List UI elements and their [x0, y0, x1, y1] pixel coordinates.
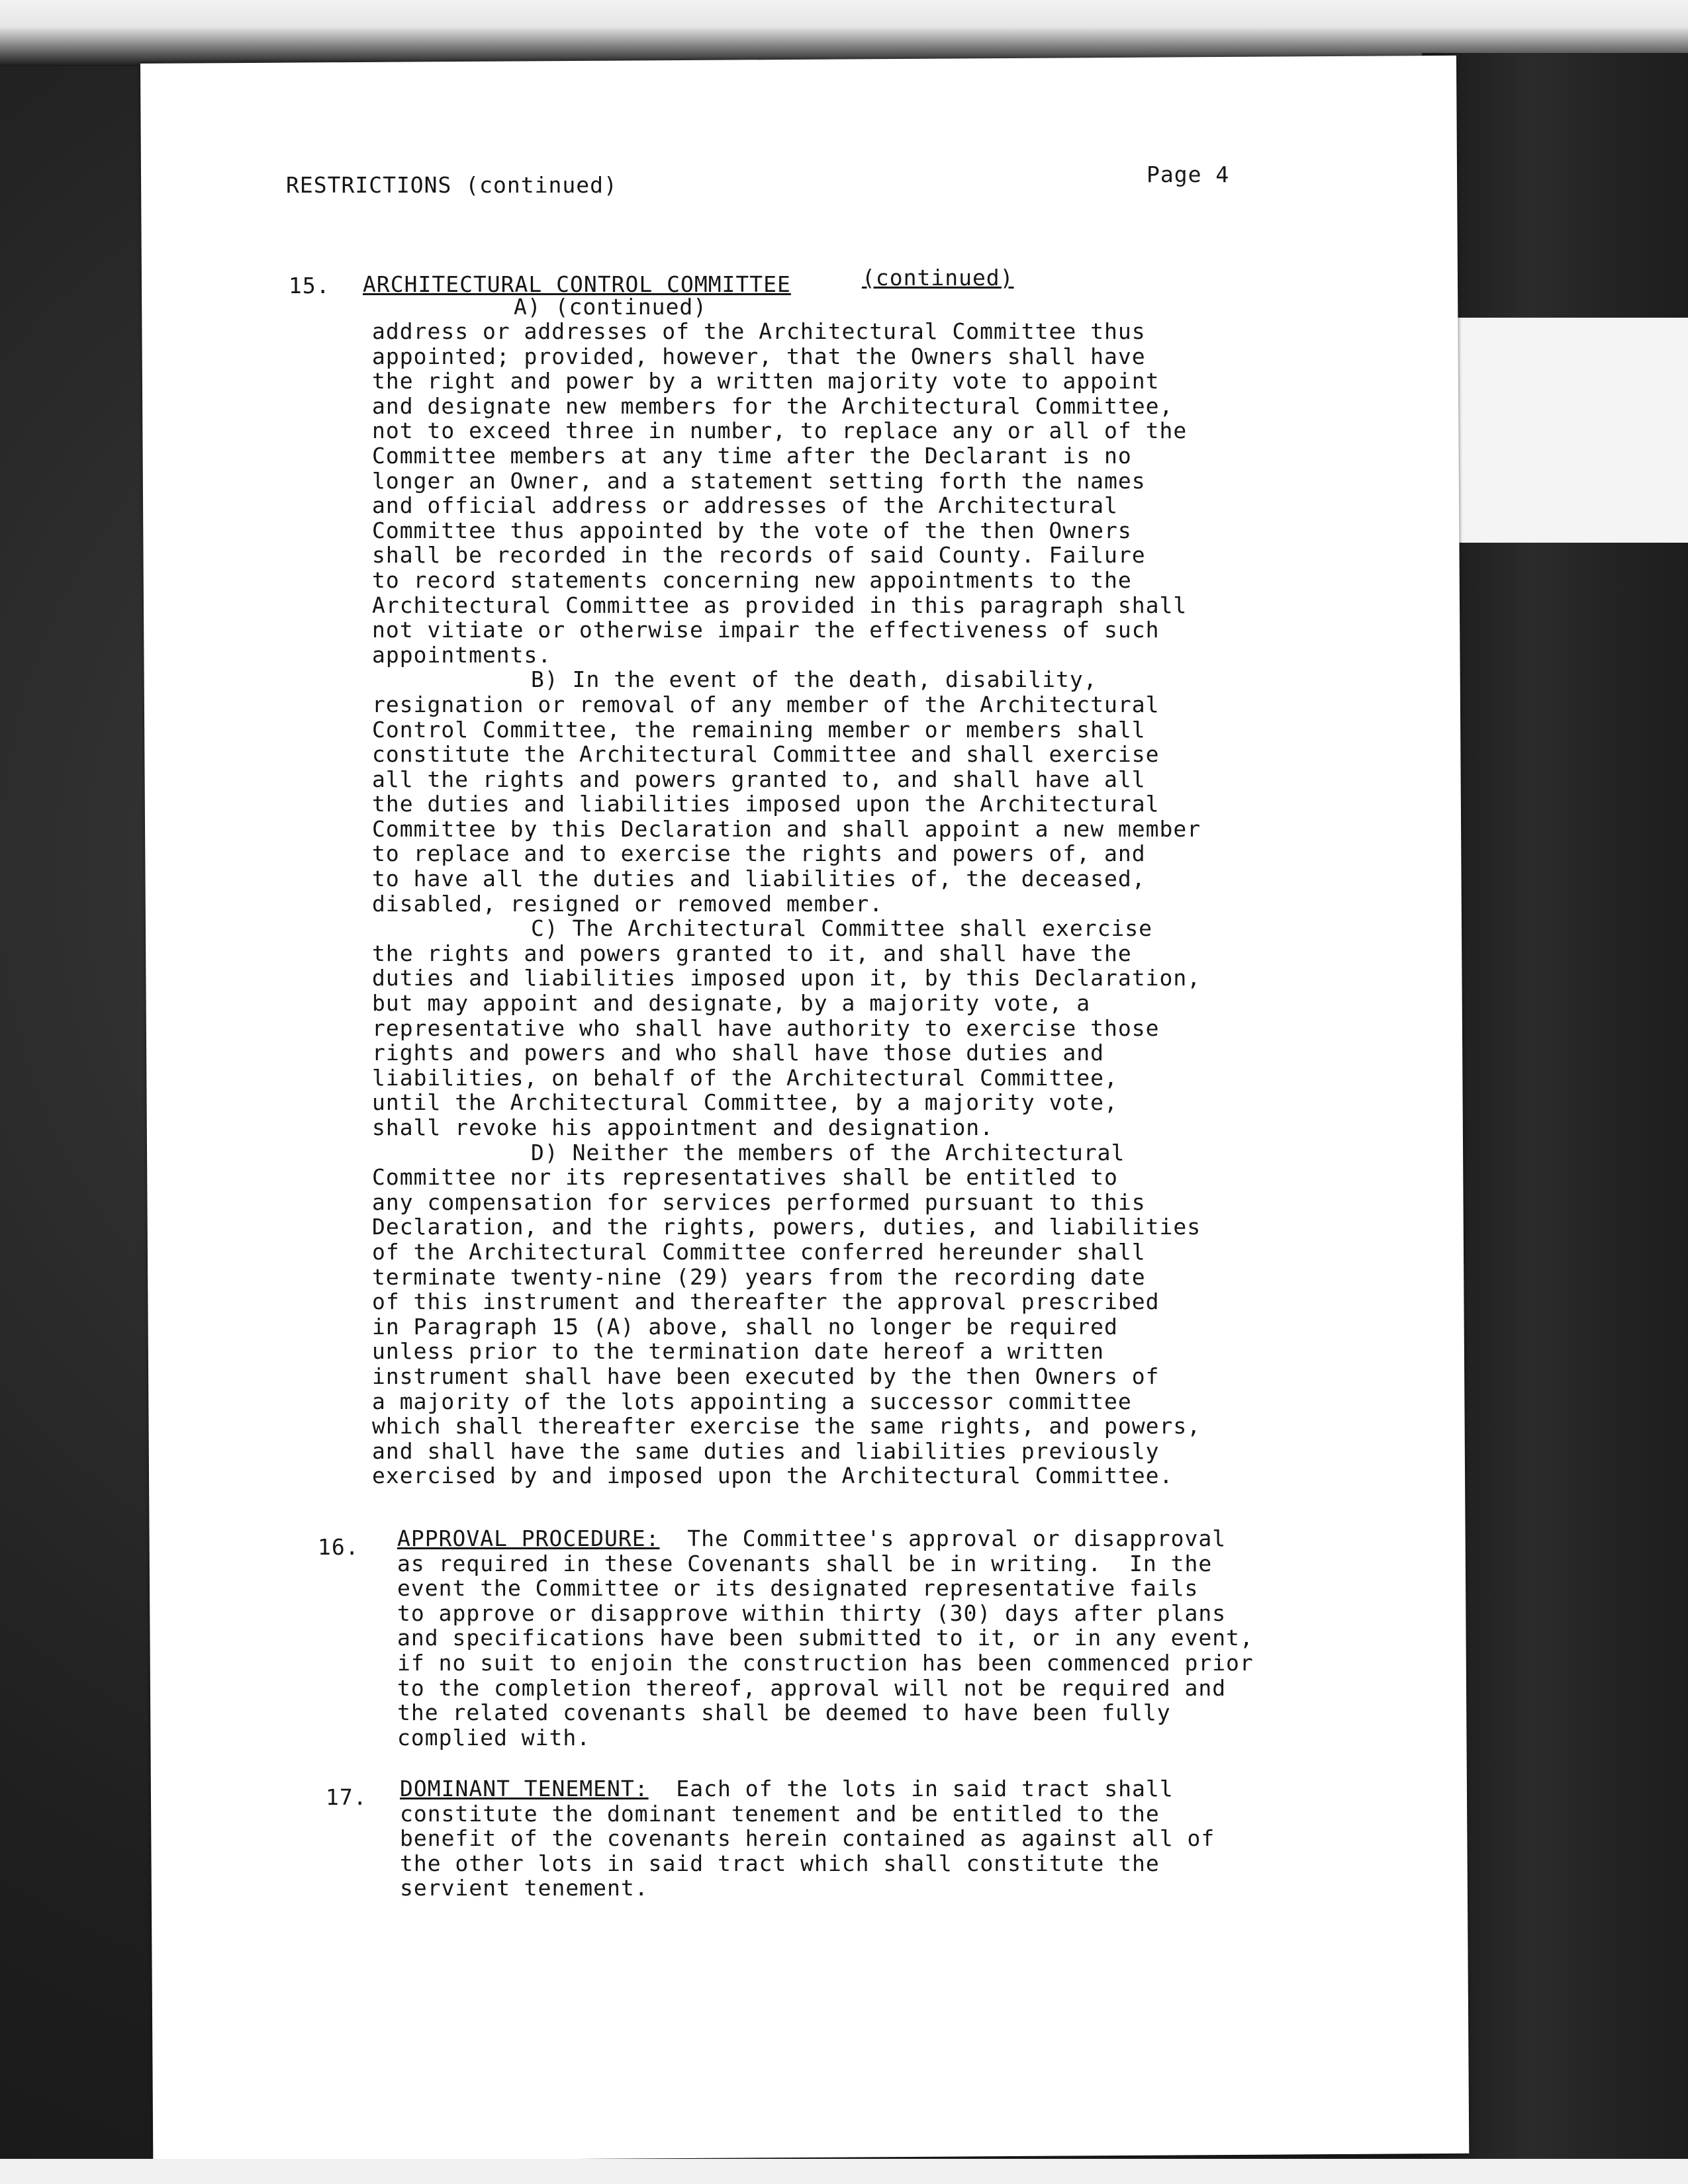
section-15-subhead: A) (continued)	[514, 294, 708, 320]
section-17-body	[400, 1776, 1380, 1901]
section-16-title: APPROVAL PROCEDURE:	[397, 1525, 660, 1551]
page-number: Page 4	[1147, 161, 1230, 187]
section-15-body	[372, 319, 1338, 1488]
text-line: the duties and liabilities imposed upon the Architectural	[372, 791, 1160, 817]
text-line: any compensation for services performed pursuant to this	[372, 1189, 1146, 1215]
text-line: complied with.	[397, 1724, 591, 1751]
subparagraph-b-start: B) In the event of the death, disability,	[531, 666, 1098, 693]
text-line: Committee thus appointed by the vote of the then Owners	[372, 517, 1132, 543]
text-line: to the completion thereof, approval will not be required and	[397, 1674, 1227, 1701]
text-line: but may appoint and designate, by a majority vote, a	[372, 990, 1091, 1017]
text-line: and designate new members for the Architectural Committee,	[372, 392, 1174, 419]
text-line: not vitiate or otherwise impair the effectiveness of such	[372, 617, 1160, 643]
section-17-first-line	[400, 1776, 1380, 1801]
text-line: to approve or disapprove within thirty (30) days after plans	[397, 1600, 1227, 1626]
text-line: exercised by and imposed upon the Architectural Committee.	[372, 1463, 1174, 1489]
text-line: servient tenement.	[400, 1875, 649, 1901]
section-16-number: 16.	[318, 1534, 359, 1560]
text-line: Control Committee, the remaining member or members shall	[372, 716, 1146, 743]
section-15-number: 15.	[289, 273, 330, 298]
section-17-number: 17.	[326, 1784, 367, 1810]
text-line: all the rights and powers granted to, and shall have all	[372, 766, 1146, 792]
text-line: liabilities, on behalf of the Architectural Committee,	[372, 1064, 1118, 1091]
section-16-first-line	[397, 1526, 1377, 1551]
text-line: a majority of the lots appointing a successor committee	[372, 1388, 1132, 1414]
text-line: until the Architectural Committee, by a majority vote,	[372, 1089, 1118, 1116]
section-16-body	[397, 1526, 1377, 1750]
text-line: to have all the duties and liabilities of, the deceased,	[372, 866, 1146, 892]
text-line: shall revoke his appointment and designation.	[372, 1115, 994, 1140]
section-16-first-line-text: The Committee's approval or disapproval	[687, 1525, 1227, 1551]
text-line: in Paragraph 15 (A) above, shall no longer be required	[372, 1313, 1118, 1340]
text-line: and official address or addresses of the Architectural	[372, 492, 1118, 519]
text-line: resignation or removal of any member of the Architectural	[372, 691, 1160, 717]
text-line: to replace and to exercise the rights and powers of, and	[372, 841, 1146, 867]
text-line: the right and power by a written majority vote to appoint	[372, 368, 1160, 394]
text-line: appointed; provided, however, that the Owners shall have	[372, 343, 1146, 369]
text-line: instrument shall have been executed by the then Owners of	[372, 1363, 1160, 1389]
text-line: longer an Owner, and a statement setting forth the names	[372, 467, 1146, 494]
text-line: shall be recorded in the records of said County. Failure	[372, 542, 1146, 569]
text-line: Architectural Committee as provided in this paragraph shall	[372, 592, 1188, 618]
text-line: to record statements concerning new appointments to the	[372, 567, 1132, 593]
text-line: appointments.	[372, 641, 552, 668]
subparagraph-c-start: C) The Architectural Committee shall exercise	[531, 915, 1153, 942]
subparagraph-d-start: D) Neither the members of the Architectural	[531, 1139, 1125, 1165]
text-line: as required in these Covenants shall be in writing. In the	[397, 1550, 1213, 1576]
text-line: address or addresses of the Architectural Committee thus	[372, 318, 1146, 344]
text-line: the other lots in said tract which shall constitute the	[400, 1850, 1160, 1876]
text-line: Committee nor its representatives shall be entitled to	[372, 1164, 1118, 1191]
text-line: and shall have the same duties and liabilities previously	[372, 1437, 1160, 1464]
text-line: terminate twenty-nine (29) years from the recording date	[372, 1263, 1146, 1290]
text-line: benefit of the covenants herein contained as against all of	[400, 1825, 1215, 1852]
text-line: constitute the Architectural Committee and shall exercise	[372, 741, 1160, 768]
text-line: Declaration, and the rights, powers, duties, and liabilities	[372, 1214, 1201, 1240]
text-line: and specifications have been submitted to it, or in any event,	[397, 1625, 1254, 1651]
text-line: which shall thereafter exercise the same rights, and powers,	[372, 1413, 1201, 1439]
text-line: rights and powers and who shall have those duties and	[372, 1040, 1104, 1066]
section-15-title: ARCHITECTURAL CONTROL COMMITTEE	[363, 271, 791, 297]
text-line: disabled, resigned or removed member.	[372, 890, 884, 917]
text-line: constitute the dominant tenement and be entitled to the	[400, 1800, 1160, 1827]
text-line: the rights and powers granted to it, and shall have the	[372, 940, 1132, 966]
text-line: Committee by this Declaration and shall appoint a new member	[372, 815, 1201, 842]
text-line: unless prior to the termination date hereof a written	[372, 1338, 1104, 1365]
text-line: of this instrument and thereafter the approval prescribed	[372, 1289, 1160, 1315]
text-line: event the Committee or its designated representative fails	[397, 1575, 1199, 1602]
header-title: RESTRICTIONS (continued)	[286, 172, 618, 198]
section-15-title-suffix: (continued)	[862, 265, 1014, 291]
text-line: not to exceed three in number, to replace any or all of the	[372, 418, 1188, 444]
text-line: the related covenants shall be deemed to have been fully	[397, 1700, 1171, 1726]
text-line: of the Architectural Committee conferred hereunder shall	[372, 1238, 1146, 1265]
text-line: duties and liabilities imposed upon it, by this Declaration,	[372, 965, 1201, 991]
text-line: representative who shall have authority to exercise those	[372, 1015, 1160, 1041]
section-17-first-line-text: Each of the lots in said tract shall	[676, 1776, 1174, 1801]
text-line: Committee members at any time after the Declarant is no	[372, 442, 1132, 469]
section-17-title: DOMINANT TENEMENT:	[400, 1776, 649, 1801]
text-line: if no suit to enjoin the construction has been commenced prior	[397, 1649, 1254, 1676]
